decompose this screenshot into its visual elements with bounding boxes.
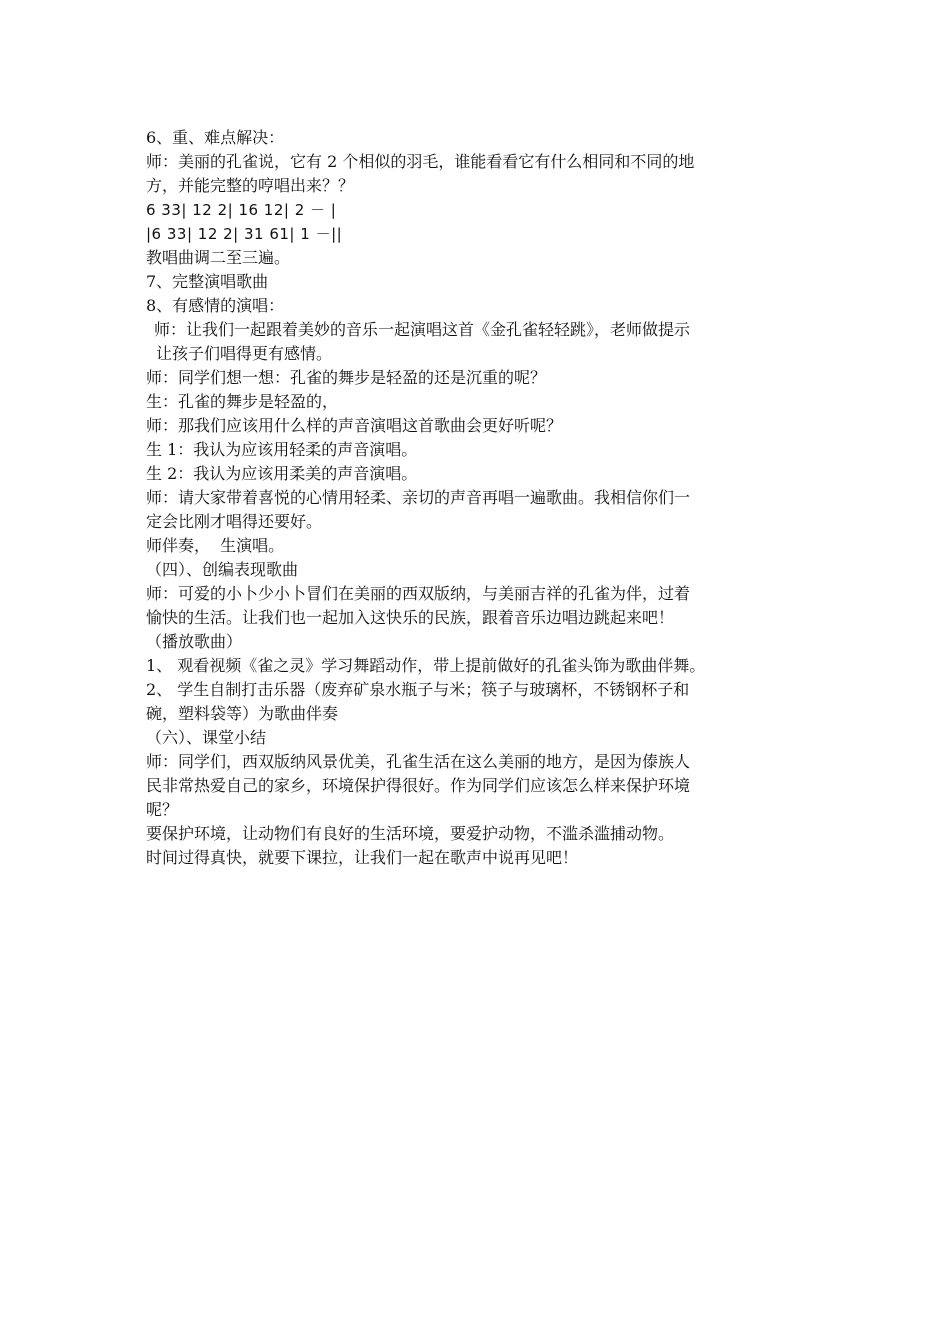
heading-key-points: 6、重、难点解决： bbox=[146, 128, 285, 147]
teacher-line: 师：美丽的孔雀说，它有 2 个相似的羽毛，谁能看看它有什么相同和不同的地 bbox=[146, 152, 695, 171]
teacher-line-cont: 呢？ bbox=[146, 800, 179, 819]
teacher-line: 师：请大家带着喜悦的心情用轻柔、亲切的声音再唱一遍歌曲。我相信你们一 bbox=[146, 488, 691, 507]
list-item: 2、 学生自制打击乐器（废弃矿泉水瓶子与米；筷子与玻璃杯，不锈钢杯子和 bbox=[146, 680, 690, 699]
teacher-line: 师：那我们应该用什么样的声音演唱这首歌曲会更好听呢？ bbox=[146, 416, 563, 435]
teacher-line-cont: 让孩子们唱得更有感情。 bbox=[156, 344, 333, 363]
notation-line: 6 33| 12 2| 16 12| 2 － | bbox=[146, 201, 337, 219]
list-item-cont: 碗，塑料袋等）为歌曲伴奏 bbox=[146, 704, 339, 723]
student-line: 生 2：我认为应该用柔美的声音演唱。 bbox=[146, 464, 418, 483]
teacher-line: 师：可爱的小卜少小卜冒们在美丽的西双版纳，与美丽吉祥的孔雀为伴，过着 bbox=[146, 584, 691, 603]
student-line: 生：孔雀的舞步是轻盈的， bbox=[146, 392, 339, 411]
teacher-line: 师：同学们想一想：孔雀的舞步是轻盈的还是沉重的呢？ bbox=[146, 368, 547, 387]
teacher-line-cont: 定会比刚才唱得还要好。 bbox=[146, 512, 323, 531]
teacher-line-cont: 方，并能完整的哼唱出来？？ bbox=[146, 176, 355, 195]
teacher-line: 师：让我们一起跟着美妙的音乐一起演唱这首《金孔雀轻轻跳》，老师做提示 bbox=[154, 320, 691, 339]
document-page bbox=[146, 126, 810, 870]
heading-sing-emotion: 8、有感情的演唱： bbox=[146, 296, 285, 315]
paragraph-line: 时间过得真快，就要下课拉，让我们一起在歌声中说再见吧！ bbox=[146, 848, 579, 867]
teacher-line-cont: 民非常热爱自己的家乡，环境保护得很好。作为同学们应该怎么样来保护环境 bbox=[146, 776, 691, 795]
paragraph-line: （播放歌曲） bbox=[146, 632, 243, 651]
paragraph-line: 师伴奏， 生演唱。 bbox=[146, 536, 285, 555]
notation-line: |6 33| 12 2| 31 61| 1 －|| bbox=[146, 225, 343, 243]
section-heading: （六）、课堂小结 bbox=[146, 728, 267, 747]
teacher-line: 师：同学们，西双版纳风景优美，孔雀生活在这么美丽的地方，是因为傣族人 bbox=[146, 752, 691, 771]
paragraph-line: 教唱曲调二至三遍。 bbox=[146, 248, 291, 267]
paragraph-line: 要保护环境，让动物们有良好的生活环境，要爱护动物，不滥杀滥捕动物。 bbox=[146, 824, 675, 843]
teacher-line-cont: 愉快的生活。让我们也一起加入这快乐的民族，跟着音乐边唱边跳起来吧！ bbox=[146, 608, 675, 627]
section-heading: （四）、创编表现歌曲 bbox=[146, 560, 299, 579]
list-item: 1、 观看视频《雀之灵》学习舞蹈动作，带上提前做好的孔雀头饰为歌曲伴舞。 bbox=[146, 656, 706, 675]
student-line: 生 1：我认为应该用轻柔的声音演唱。 bbox=[146, 440, 418, 459]
heading-sing-complete: 7、完整演唱歌曲 bbox=[146, 272, 269, 291]
